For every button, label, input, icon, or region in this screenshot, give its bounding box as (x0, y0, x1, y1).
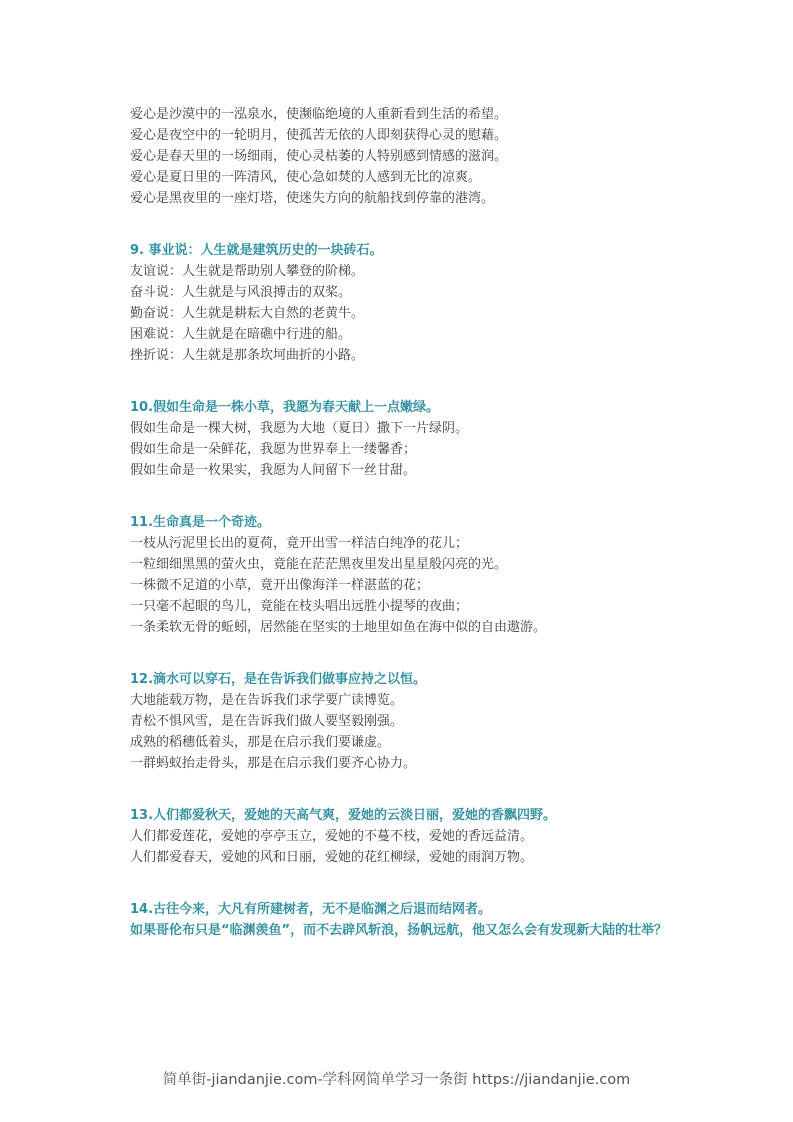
body-line: 假如生命是一棵大树，我愿为大地（夏日）撒下一片绿阴。 (130, 421, 469, 436)
section-10 (130, 397, 690, 481)
section-12 (130, 669, 690, 774)
section-heading: 13.人们都爱秋天，爱她的天高气爽，爱她的云淡日丽，爱她的香飘四野。 (130, 808, 557, 823)
body-line: 爱心是春天里的一场细雨，使心灵枯萎的人特别感到情感的滋润。 (130, 149, 508, 164)
body-line: 一条柔软无骨的蚯蚓，居然能在坚实的土地里如鱼在海中似的自由遨游。 (130, 620, 547, 635)
page-footer: 简单街-jiandanjie.com-学科网简单学习一条街 https://jiandanjie.com (162, 1072, 631, 1088)
body-line: 一只毫不起眼的鸟儿，竟能在枝头唱出远胜小提琴的夜曲； (130, 599, 469, 614)
body-line: 友谊说：人生就是帮助别人攀登的阶梯。 (130, 264, 365, 279)
body-line: 大地能载万物，是在告诉我们求学要广读博览。 (130, 693, 404, 708)
body-line: 勤奋说：人生就是耕耘大自然的老黄牛。 (130, 306, 365, 321)
body-line: 爱心是夏日里的一阵清风，使心急如焚的人感到无比的凉爽。 (130, 170, 482, 185)
section-9 (130, 240, 690, 366)
body-line: 假如生命是一枚果实，我愿为人间留下一丝甘甜。 (130, 463, 417, 478)
intro-section (130, 104, 690, 209)
section-heading: 9. 事业说：人生就是建筑历史的一块砖石。 (130, 243, 383, 258)
body-line: 爱心是沙漠中的一泓泉水，使濒临绝境的人重新看到生活的希望。 (130, 107, 508, 122)
section-heading: 11.生命真是一个奇迹。 (130, 515, 271, 530)
document-content (130, 104, 690, 941)
body-line: 一群蚂蚁抬走骨头，那是在启示我们要齐心协力。 (130, 756, 417, 771)
body-line: 假如生命是一朵鲜花，我愿为世界奉上一缕馨香； (130, 442, 417, 457)
body-line: 成熟的稻穗低着头，那是在启示我们要谦虚。 (130, 735, 391, 750)
body-line: 一粒细细黑黑的萤火虫，竟能在茫茫黑夜里发出星星般闪亮的光。 (130, 557, 508, 572)
body-line: 挫折说：人生就是那条坎坷曲折的小路。 (130, 348, 365, 363)
section-14 (130, 899, 690, 941)
section-heading-continued: 如果哥伦布只是“临渊羡鱼”，而不去辟风斩浪，扬帆远航，他又怎么会有发现新大陆的壮举？ (130, 923, 668, 938)
section-heading: 10.假如生命是一株小草，我愿为春天献上一点嫩绿。 (130, 400, 440, 415)
body-line: 一枝从污泥里长出的夏荷，竟开出雪一样洁白纯净的花儿； (130, 536, 469, 551)
body-line: 奋斗说：人生就是与风浪搏击的双桨。 (130, 285, 352, 300)
body-line: 一株微不足道的小草，竟开出像海洋一样湛蓝的花； (130, 578, 430, 593)
section-11 (130, 512, 690, 638)
body-line: 爱心是夜空中的一轮明月，使孤苦无依的人即刻获得心灵的慰藉。 (130, 128, 508, 143)
section-heading: 14.古往今来，大凡有所建树者，无不是临渊之后退而结网者。 (130, 902, 492, 917)
body-line: 困难说：人生就是在暗礁中行进的船。 (130, 327, 352, 342)
body-line: 人们都爱春天，爱她的风和日丽，爱她的花红柳绿，爱她的雨润万物。 (130, 850, 534, 865)
body-line: 人们都爱莲花，爱她的亭亭玉立，爱她的不蔓不枝，爱她的香远益清。 (130, 829, 534, 844)
body-line: 青松不惧风雪，是在告诉我们做人要坚毅刚强。 (130, 714, 404, 729)
section-heading: 12.滴水可以穿石，是在告诉我们做事应持之以恒。 (130, 672, 427, 687)
body-line: 爱心是黑夜里的一座灯塔，使迷失方向的航船找到停靠的港湾。 (130, 191, 495, 206)
section-13 (130, 805, 690, 868)
